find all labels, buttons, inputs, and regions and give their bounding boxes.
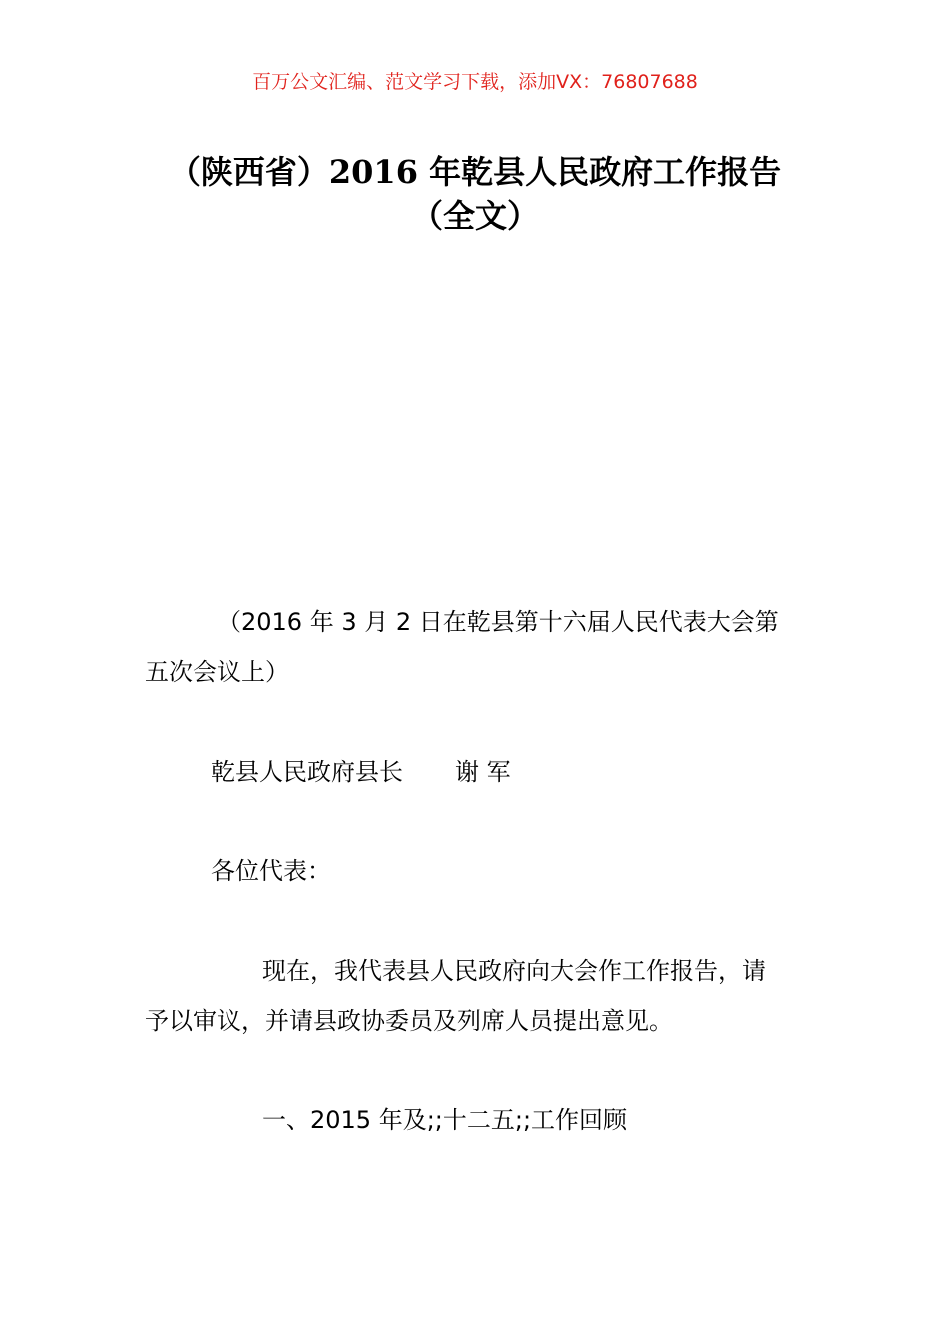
speaker-position: 乾县人民政府县长	[211, 758, 403, 786]
intro-line-1: 现在，我代表县人民政府向大会作工作报告，请	[262, 957, 766, 985]
header-note: 百万公文汇编、范文学习下载，添加VX：76807688	[252, 71, 698, 93]
intro-paragraph	[145, 946, 810, 1046]
meeting-info	[145, 597, 810, 697]
document-title	[120, 150, 830, 238]
salutation: 各位代表：	[211, 857, 331, 885]
section-heading: 一、2015 年及;;十二五;;工作回顾	[262, 1106, 628, 1134]
meeting-info-line-1: （2016 年 3 月 2 日在乾县第十六届人民代表大会第	[217, 608, 779, 636]
meeting-info-line-2: 五次会议上）	[145, 658, 289, 686]
intro-line-2: 予以审议，并请县政协委员及列席人员提出意见。	[145, 1007, 673, 1035]
speaker-line	[145, 747, 876, 797]
document-title-line-2: （全文）	[410, 197, 539, 235]
document-title-line-1: （陕西省）2016 年乾县人民政府工作报告	[168, 153, 782, 191]
speaker-name: 谢 军	[455, 758, 511, 786]
